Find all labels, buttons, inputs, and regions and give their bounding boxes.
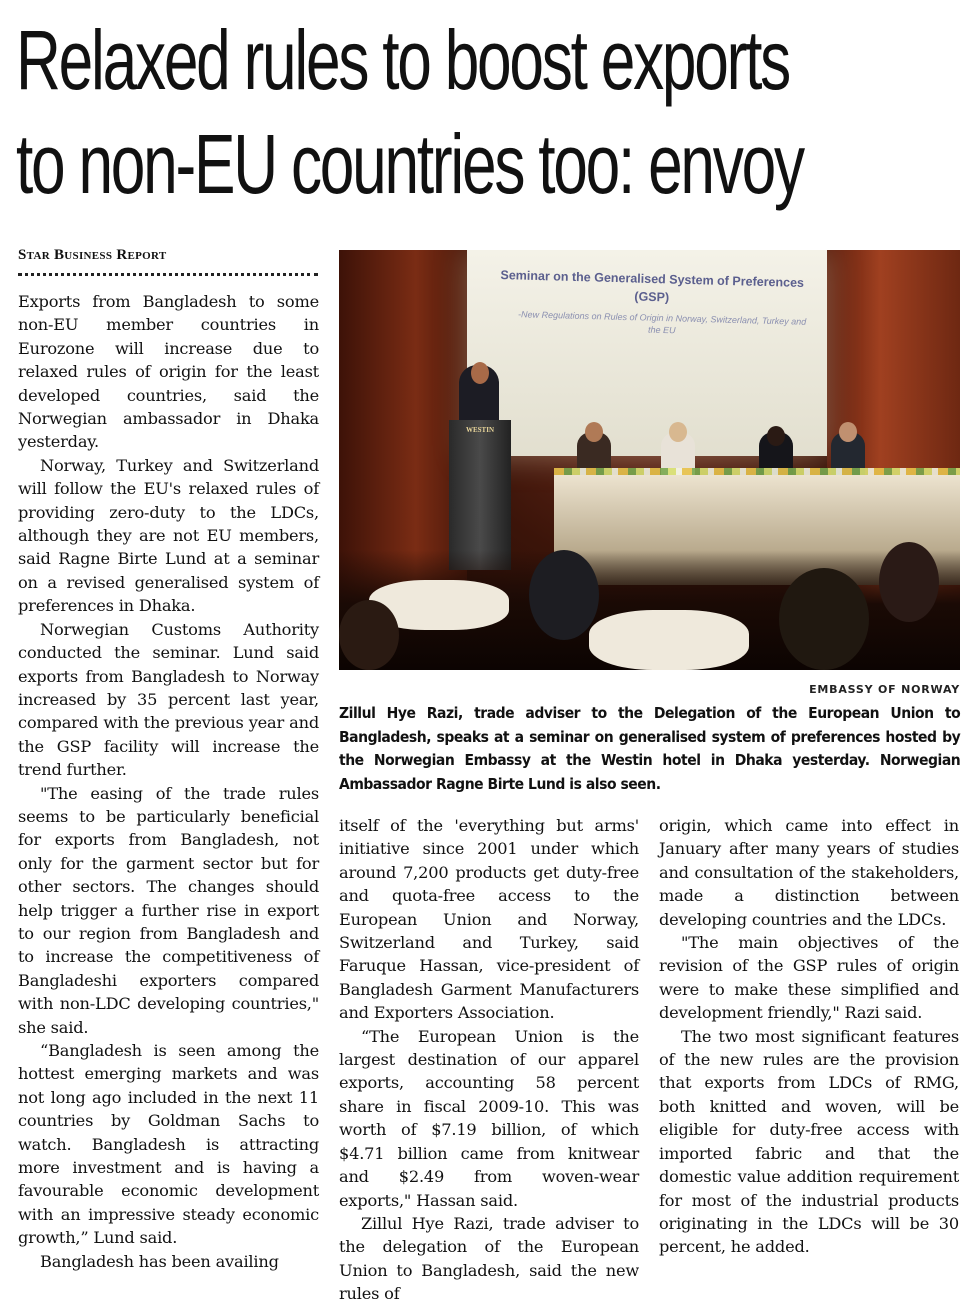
paragraph: “The European Union is the largest destination of our apparel exports, accounting 58 percent share in fiscal 2009-10. This was worth of $7.19 billion, of which $4.71 billion came from knitwear and $2.49 from woven-wear exports," Hassan said. — [339, 1026, 639, 1210]
paragraph: origin, which came into effect in January after many years of studies and consultation of the stakeholders, made a distinction between developing countries and the LDCs. — [659, 816, 959, 929]
seminar-photo — [339, 250, 960, 670]
paragraph: Exports from Bangladesh to some non-EU member countries in Eurozone will increase due to relaxed rules of origin for the least developed countries, said the Norwegian ambassador in Dhaka yesterday. — [18, 292, 319, 452]
article-column-3 — [659, 814, 959, 1259]
panelist-head — [585, 422, 603, 442]
article-column-1 — [18, 290, 319, 1273]
audience-member — [529, 550, 599, 640]
audience-member — [339, 600, 399, 670]
paragraph: Norway, Turkey and Switzerland will follow the EU's relaxed rules of providing zero-duty to the LDCs, although they are not EU members, said Ragne Birte Lund at a seminar on a revised generalised system of preferences in Dhaka. — [18, 455, 319, 616]
panelist-head — [669, 422, 687, 442]
panelist-head — [839, 422, 857, 442]
article-column-2 — [339, 814, 639, 1306]
speaker-head — [471, 362, 489, 384]
paragraph: "The easing of the trade rules seems to be particularly beneficial for exports from Bangladesh, not only for the garment sector but for other sectors. The changes should help trigger a further rise in export to our region from Bangladesh and to increase the competitiveness of Bangladeshi exporters compared with non-LDC developing countries," she said. — [18, 783, 319, 1037]
paragraph: The two most significant features of the new rules are the provision that exports from LDCs of RMG, both knitted and woven, will be eligible for duty-free access with imported fabric and that the domestic value addition requirement for most of the industrial products originating in the LDCs will be 30 percent, he added. — [659, 1026, 959, 1257]
projection-screen — [467, 250, 827, 456]
podium-label: WESTIN — [465, 426, 494, 434]
slide-subtitle: -New Regulations on Rules of Origin in Norway, Switzerland, Turkey and the EU — [517, 309, 807, 336]
paragraph: itself of the 'everything but arms' initiative since 2001 under which around 7,200 products get duty-free and quota-free access to the European Union and Norway, Switzerland and Turkey, said Faruque Hassan, vice-president of Bangladesh Garment Manufacturers and Exporters Association. — [339, 816, 639, 1023]
paragraph: “Bangladesh is seen among the hottest emerging markets and was not long ago included in the next 11 countries by Goldman Sachs to watch. Bangladesh is attracting more investment and is having a favourable economic development with an impressive steady economic growth,” Lund said. — [18, 1041, 319, 1248]
photo-caption: Zillul Hye Razi, trade adviser to the Delegation of the European Union to Bangladesh, speaks at a seminar on generalised system of preferences hosted by the Norwegian Embassy at the Westin hotel in Dhaka yesterday. Norwegian Ambassador Ragne Birte Lund is also seen. — [339, 704, 961, 793]
round-table — [589, 610, 749, 670]
audience-member — [879, 542, 939, 622]
paragraph: Bangladesh has been availing — [40, 1251, 279, 1271]
byline: Star Business Report — [18, 247, 318, 276]
headline — [16, 8, 803, 216]
headline-line-1: Relaxed rules to boost exports — [16, 13, 790, 107]
slide-title: Seminar on the Generalised System of Preferences (GSP) — [500, 268, 805, 305]
audience-member — [779, 568, 869, 670]
podium — [449, 420, 511, 570]
paragraph: Zillul Hye Razi, trade adviser to the delegation of the European Union to Bangladesh, said the new rules of — [339, 1213, 639, 1304]
paragraph: Norwegian Customs Authority conducted the seminar. Lund said exports from Bangladesh to Norway increased by 35 percent last year, compared with the previous year and the GSP facility will increase the trend further. — [18, 619, 319, 780]
headline-line-2: to non-EU countries too: envoy — [16, 117, 803, 211]
panelist-head — [767, 426, 785, 446]
photo-credit: EMBASSY OF NORWAY — [809, 683, 960, 696]
paragraph: "The main objectives of the revision of the GSP rules of origin were to make these simplified and development friendly," Razi said. — [659, 933, 959, 1023]
